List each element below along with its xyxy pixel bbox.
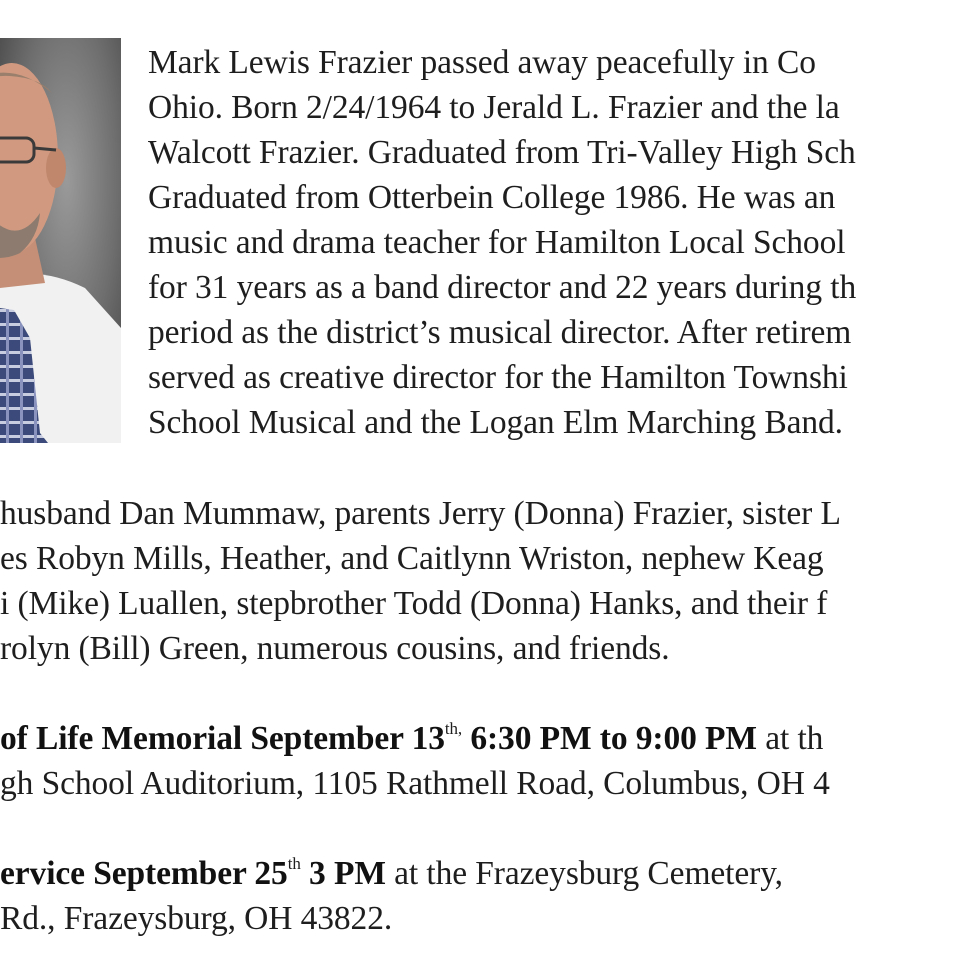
survivors-line: rolyn (Bill) Green, numerous cousins, and friends. (0, 630, 670, 667)
portrait-icon (0, 38, 121, 443)
survivors-line: es Robyn Mills, Heather, and Caitlynn Wriston, nephew Keag (0, 540, 824, 577)
survivors-line: husband Dan Mummaw, parents Jerry (Donna) Frazier, sister L (0, 495, 841, 532)
bio-line: for 31 years as a band director and 22 years during th (148, 269, 857, 306)
bio-line: Walcott Frazier. Graduated from Tri-Valley High Sch (148, 134, 856, 171)
service-title: ervice September 25 (0, 855, 288, 892)
portrait-photo (0, 38, 121, 443)
bio-line: Graduated from Otterbein College 1986. He was an (148, 179, 836, 216)
service-rest: at the Frazeysburg Cemetery, (385, 855, 783, 892)
bio-line: period as the district’s musical director. After retirem (148, 314, 852, 351)
bio-line: music and drama teacher for Hamilton Local School (148, 224, 846, 261)
memorial-rest: at th (756, 720, 824, 757)
bio-line: School Musical and the Logan Elm Marching Band. (148, 404, 843, 441)
service-date-suffix: th (287, 854, 301, 873)
memorial-time: 6:30 PM to 9:00 PM (462, 720, 757, 757)
bio-line: Ohio. Born 2/24/1964 to Jerald L. Frazier and the la (148, 89, 840, 126)
memorial-date-suffix: th, (444, 719, 463, 738)
memorial-address: gh School Auditorium, 1105 Rathmell Road, Columbus, OH 4 (0, 765, 830, 802)
service-time: 3 PM (300, 855, 386, 892)
bio-line: served as creative director for the Hamilton Townshi (148, 359, 848, 396)
memorial-line (0, 719, 824, 757)
service-address: Rd., Frazeysburg, OH 43822. (0, 900, 393, 937)
bio-line: Mark Lewis Frazier passed away peacefully in Co (148, 44, 816, 81)
service-line (0, 854, 783, 892)
survivors-line: i (Mike) Luallen, stepbrother Todd (Donna) Hanks, and their f (0, 585, 828, 622)
memorial-title: of Life Memorial September 13 (0, 720, 445, 757)
